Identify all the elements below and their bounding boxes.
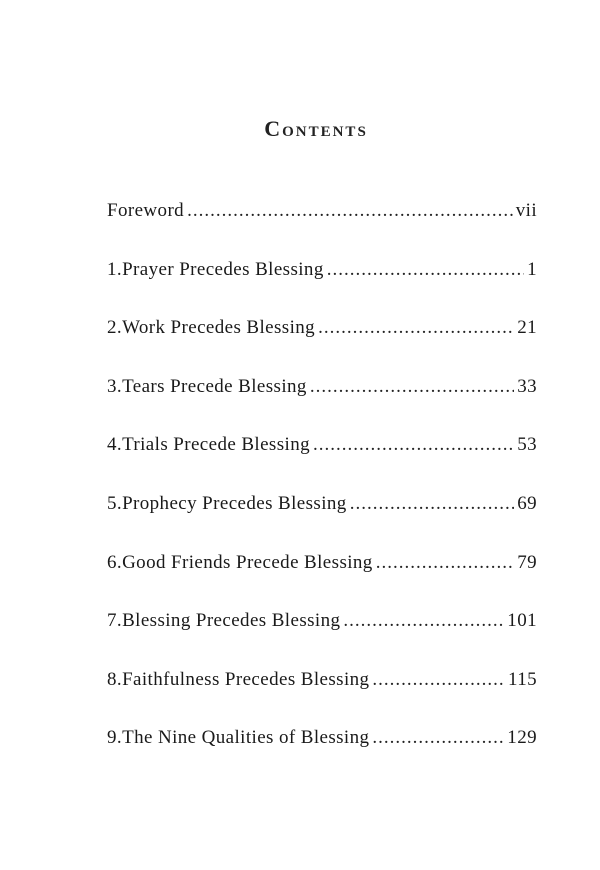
toc-entry-title: Trials Precede Blessing — [122, 434, 310, 456]
toc-entry-page: 53 — [517, 434, 537, 456]
dot-leader — [372, 727, 504, 749]
toc-entry-title: Prophecy Precedes Blessing — [122, 492, 347, 514]
toc-entry-page: 115 — [508, 668, 537, 690]
toc-entry-page: 1 — [527, 258, 537, 280]
toc-entry-page: 129 — [507, 727, 537, 749]
dot-leader — [372, 669, 505, 691]
toc-entry-number: 4. — [107, 434, 123, 456]
toc-entry-number: 3. — [107, 375, 123, 397]
toc-entry-title: Blessing Precedes Blessing — [122, 610, 341, 632]
toc-entry-title: Work Precedes Blessing — [122, 317, 316, 339]
dot-leader — [343, 610, 504, 632]
toc-entry-number: 1. — [107, 258, 123, 280]
toc-entry-chapter-4[interactable] — [107, 434, 537, 493]
toc-entry-chapter-9[interactable] — [107, 727, 537, 786]
dot-leader — [310, 376, 514, 398]
toc-entry-title: Prayer Precedes Blessing — [122, 258, 324, 280]
toc-entry-chapter-6[interactable] — [107, 552, 537, 611]
toc-entry-number: 8. — [107, 668, 123, 690]
toc-entry-page: vii — [515, 200, 537, 221]
toc-entry-page: 101 — [507, 610, 537, 632]
dot-leader — [313, 434, 514, 456]
toc-entry-page: 21 — [517, 317, 537, 339]
dot-leader — [376, 552, 514, 574]
toc-entry-title: Foreword — [107, 200, 185, 221]
toc-entry-number: 5. — [107, 492, 123, 514]
dot-leader — [350, 493, 514, 515]
dot-leader — [187, 200, 513, 222]
toc-entry-title: The Nine Qualities of Blessing — [122, 727, 370, 749]
toc-entry-foreword[interactable] — [107, 200, 537, 259]
toc-entry-chapter-8[interactable] — [107, 669, 537, 728]
toc-entry-chapter-2[interactable] — [107, 317, 537, 376]
toc-entry-chapter-3[interactable] — [107, 376, 537, 435]
toc-entry-number: 7. — [107, 610, 123, 632]
toc-entry-page: 33 — [517, 375, 537, 397]
toc-entry-chapter-1[interactable] — [107, 259, 537, 318]
page-title: Contents — [264, 116, 368, 141]
toc-entry-number: 2. — [107, 317, 123, 339]
toc-entry-title: Faithfulness Precedes Blessing — [122, 668, 370, 690]
toc-entry-page: 69 — [517, 492, 537, 514]
toc-entry-chapter-5[interactable] — [107, 493, 537, 552]
dot-leader — [318, 317, 514, 339]
toc-entry-page: 79 — [517, 551, 537, 573]
toc-entry-number: 6. — [107, 551, 123, 573]
toc-entry-chapter-7[interactable] — [107, 610, 537, 669]
toc-entry-title: Tears Precede Blessing — [122, 375, 307, 397]
toc-entry-title: Good Friends Precede Blessing — [122, 551, 373, 573]
table-of-contents — [107, 200, 537, 786]
toc-entry-number: 9. — [107, 727, 123, 749]
dot-leader — [327, 259, 524, 281]
